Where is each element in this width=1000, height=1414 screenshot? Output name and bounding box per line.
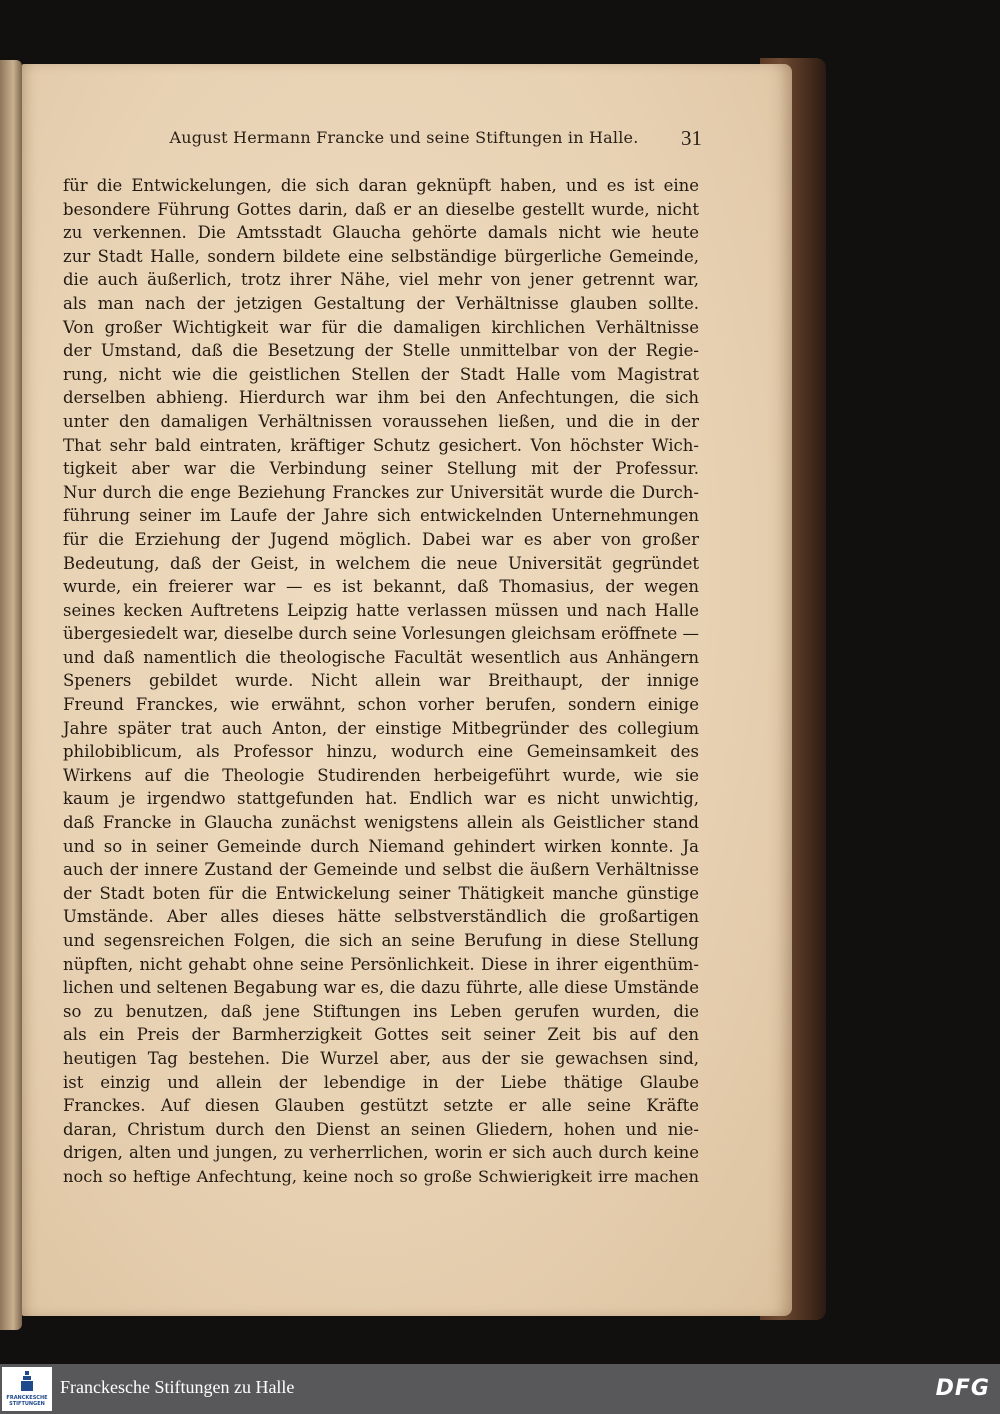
- text-line: Freund Franckes, wie erwähnt, schon vorher berufen, sondern einige: [63, 695, 699, 715]
- text-line: als ein Preis der Barmherzigkeit Gottes seit seiner Zeit bis auf den: [63, 1025, 699, 1045]
- text-line: noch so heftige Anfechtung, keine noch so große Schwierigkeit irre machen: [63, 1166, 699, 1186]
- body-text: [63, 174, 699, 1189]
- text-line: Bedeutung, daß der Geist, in welchem die neue Universität gegründet: [63, 553, 699, 573]
- text-line: derselben abhieng. Hierdurch war ihm bei den Anfechtungen, die sich: [63, 388, 699, 408]
- text-line: führung seiner im Laufe der Jahre sich entwickelnden Unternehmungen: [63, 506, 699, 526]
- text-line: zu verkennen. Die Amtsstadt Glaucha gehörte damals nicht wie heute: [63, 223, 699, 243]
- text-line: der Stadt boten für die Entwickelung seiner Thätigkeit manche günstige: [63, 883, 699, 903]
- text-line: Jahre später trat auch Anton, der einstige Mitbegründer des collegium: [63, 718, 699, 738]
- text-line: drigen, alten und jungen, zu verherrlichen, worin er sich auch durch keine: [63, 1143, 699, 1163]
- text-line: auch der innere Zustand der Gemeinde und selbst die äußern Verhältnisse: [63, 860, 699, 880]
- logo-text-line1: FRANCKESCHE: [6, 1395, 48, 1401]
- emblem-icon: [21, 1371, 33, 1391]
- text-line: lichen und seltenen Begabung war es, die dazu führte, alle diese Umstände: [63, 978, 699, 998]
- text-line: übergesiedelt war, dieselbe durch seine Vorlesungen gleichsam eröffnete —: [63, 624, 699, 644]
- text-line: und daß namentlich die theologische Facultät wesentlich aus Anhängern: [63, 647, 699, 667]
- logo-text-line2: STIFTUNGEN: [9, 1401, 45, 1407]
- text-line: rung, nicht wie die geistlichen Stellen der Stadt Halle vom Magistrat: [63, 364, 699, 384]
- text-line: so zu benutzen, daß jene Stiftungen ins Leben gerufen wurden, die: [63, 1001, 699, 1021]
- text-line: der Umstand, daß die Besetzung der Stelle unmittelbar von der Regie-: [63, 341, 699, 361]
- text-line: philobiblicum, als Professor hinzu, wodurch eine Gemeinsamkeit des: [63, 742, 699, 762]
- text-line: Wirkens auf die Theologie Studirenden herbeigeführt wurde, wie sie: [63, 765, 699, 785]
- logo-text: [2, 1395, 52, 1407]
- text-line: besondere Führung Gottes darin, daß er an dieselbe gestellt wurde, nicht: [63, 199, 699, 219]
- text-line: Speners gebildet wurde. Nicht allein war Breithaupt, der innige: [63, 671, 699, 691]
- text-line: daran, Christum durch den Dienst an seinen Gliedern, hohen und nie-: [63, 1119, 699, 1139]
- text-line: ist einzig und allein der lebendige in der Liebe thätige Glaube: [63, 1072, 699, 1092]
- text-line: für die Erziehung der Jugend möglich. Dabei war es aber von großer: [63, 529, 699, 549]
- text-line: wurde, ein freierer war — es ist bekannt, daß Thomasius, der wegen: [63, 577, 699, 597]
- text-line: seines kecken Auftretens Leipzig hatte verlassen müssen und nach Halle: [63, 600, 699, 620]
- text-line: nüpften, nicht gehabt ohne seine Persönlichkeit. Diese in ihrer eigenthüm-: [63, 954, 699, 974]
- text-line: heutigen Tag bestehen. Die Wurzel aber, aus der sie gewachsen sind,: [63, 1048, 699, 1068]
- text-line: und segensreichen Folgen, die sich an seine Berufung in diese Stellung: [63, 931, 699, 950]
- text-line: Umstände. Aber alles dieses hätte selbstverständlich die großartigen: [63, 907, 699, 927]
- text-line: als man nach der jetzigen Gestaltung der Verhältnisse glauben sollte.: [63, 293, 699, 313]
- running-title: August Hermann Francke und seine Stiftungen in Halle.: [169, 128, 639, 147]
- viewer-footer-bar: [0, 1364, 1000, 1414]
- left-page-edge: [0, 60, 22, 1330]
- text-line: That sehr bald eintraten, kräftiger Schutz gesichert. Von höchster Wich-: [63, 435, 699, 455]
- text-line: kaum je irgendwo stattgefunden hat. Endlich war es nicht unwichtig,: [63, 789, 699, 809]
- franckesche-stiftungen-logo[interactable]: [2, 1367, 52, 1411]
- text-line: Nur durch die enge Beziehung Franckes zur Universität wurde die Durch-: [63, 482, 699, 502]
- page-header: [140, 128, 702, 152]
- text-line: die auch äußerlich, trotz ihrer Nähe, viel mehr von jener getrennt war,: [63, 270, 699, 290]
- institution-name[interactable]: Franckesche Stiftungen zu Halle: [60, 1377, 295, 1397]
- text-line: Franckes. Auf diesen Glauben gestützt setzte er alle seine Kräfte: [63, 1096, 699, 1116]
- text-line: tigkeit aber war die Verbindung seiner Stellung mit der Professur.: [63, 459, 699, 479]
- text-line: für die Entwickelungen, die sich daran geknüpft haben, und es ist eine: [63, 176, 699, 195]
- text-line: unter den damaligen Verhältnissen voraussehen ließen, und die in der: [63, 411, 699, 431]
- page-number: 31: [681, 126, 702, 150]
- text-line: zur Stadt Halle, sondern bildete eine selbständige bürgerliche Gemeinde,: [63, 246, 699, 266]
- dfg-logo[interactable]: DFG: [935, 1376, 990, 1401]
- text-line: Von großer Wichtigkeit war für die damaligen kirchlichen Verhältnisse: [63, 317, 699, 337]
- text-line: und so in seiner Gemeinde durch Niemand gehindert wirken konnte. Ja: [63, 836, 699, 856]
- text-line: daß Francke in Glaucha zunächst wenigstens allein als Geistlicher stand: [63, 813, 699, 833]
